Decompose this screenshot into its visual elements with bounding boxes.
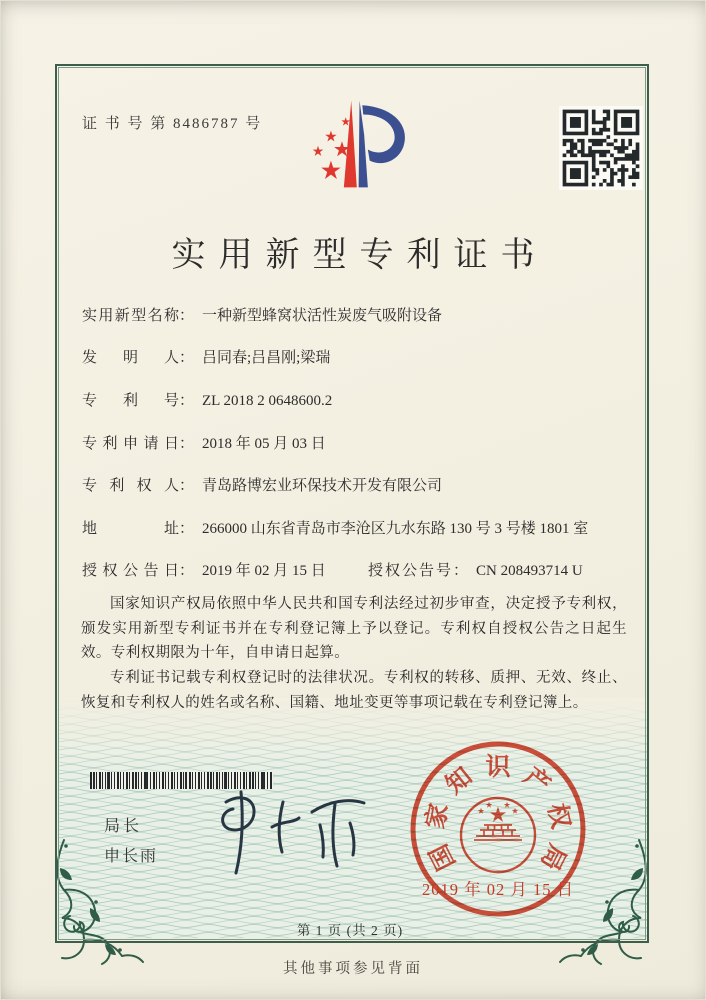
- field-label: 授权公告日: [82, 563, 179, 579]
- field-value: CN 208493714 U: [476, 563, 583, 579]
- field-value: 2018 年 05 月 03 日: [202, 436, 326, 452]
- qr-code: [559, 106, 643, 190]
- seal-char: 产: [518, 762, 556, 800]
- field-row-patentee: [82, 474, 442, 495]
- field-colon: ：: [179, 350, 195, 366]
- director-signature: [196, 786, 381, 878]
- seal-char: 知: [440, 762, 478, 800]
- seal-char: 识: [485, 753, 511, 781]
- corner-ornament-icon: [50, 838, 145, 968]
- field-value: 2019 年 02 月 15 日: [202, 563, 326, 579]
- field-colon: ：: [179, 563, 195, 579]
- page-number: 第 1 页 (共 2 页): [296, 923, 404, 938]
- field-label: 发明人: [82, 350, 179, 366]
- field-label: 实用新型名称: [82, 308, 179, 324]
- director-name: 申长雨: [104, 848, 159, 865]
- field-label: 授权公告号: [368, 563, 454, 579]
- legal-paragraph-1: 国家知识产权局依照中华人民共和国专利法经过初步审查，决定授予专利权，颁发实用新型专利证书并在专利登记簿上予以登记。专利权自授权公告之日起生效。专利权期限为十年，自申请日起算。: [81, 596, 627, 662]
- field-row-name: [82, 304, 442, 325]
- seal-char: 国: [424, 839, 461, 875]
- field-row-patent-number: [82, 389, 332, 410]
- field-colon: ：: [179, 521, 195, 537]
- field-grant-number: [368, 559, 583, 580]
- certificate-number: 证 书 号 第 8486787 号: [82, 116, 263, 132]
- cnipa-logo-icon: [294, 94, 414, 194]
- field-value: ZL 2018 2 0648600.2: [202, 393, 333, 409]
- field-label: 专利申请日: [82, 436, 179, 452]
- field-colon: ：: [453, 563, 469, 579]
- certificate-title: 实用新型专利证书: [171, 237, 548, 274]
- back-note: 其他事项参见背面: [283, 961, 423, 977]
- field-value: 一种新型蜂窝状活性炭废气吸附设备: [202, 308, 443, 324]
- legal-paragraph-2: 专利证书记载专利权登记时的法律状况。专利权的转移、质押、无效、终止、恢复和专利权人的姓名或名称、国籍、地址变更等事项记载在专利登记簿上。: [81, 669, 627, 711]
- field-value: 青岛路博宏业环保技术开发有限公司: [202, 478, 443, 494]
- field-colon: ：: [179, 436, 195, 452]
- field-row-address: [82, 517, 588, 538]
- field-row-grant: [82, 559, 583, 580]
- field-value: 266000 山东省青岛市李沧区九水东路 130 号 3 号楼 1801 室: [202, 521, 589, 537]
- field-label: 专利号: [82, 393, 179, 409]
- field-value: 吕同春;吕昌刚;梁瑞: [202, 350, 331, 366]
- seal-char: 局: [535, 839, 572, 875]
- field-colon: ：: [179, 308, 195, 324]
- field-label: 地址: [82, 521, 179, 537]
- national-emblem-icon: [461, 798, 535, 872]
- field-row-filing-date: [82, 432, 326, 453]
- seal-char: 家: [421, 800, 454, 832]
- field-label: 专利权人: [82, 478, 179, 494]
- field-colon: ：: [179, 478, 195, 494]
- field-row-inventors: [82, 346, 330, 367]
- seal-date: 2019 年 02 月 15 日: [421, 880, 575, 899]
- director-role-label: 局长: [104, 818, 143, 835]
- seal-char: 权: [542, 800, 575, 832]
- field-colon: ：: [179, 393, 195, 409]
- legal-text: [81, 592, 627, 715]
